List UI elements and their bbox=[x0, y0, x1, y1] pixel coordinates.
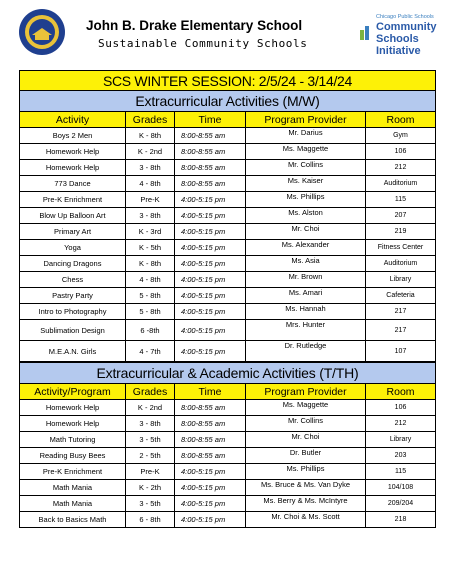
table-row bbox=[20, 144, 436, 160]
time-cell: 8:00-8:55 am bbox=[175, 144, 246, 160]
room-cell: 207 bbox=[366, 208, 436, 224]
grades-cell: 5 - 8th bbox=[126, 304, 175, 320]
provider-cell: Ms. Hannah bbox=[246, 304, 366, 320]
grades-cell: 3 - 8th bbox=[126, 160, 175, 176]
table-row bbox=[20, 240, 436, 256]
table-row bbox=[20, 416, 436, 432]
column-header: Time bbox=[175, 112, 246, 128]
table-row bbox=[20, 400, 436, 416]
table-row bbox=[20, 448, 436, 464]
time-cell: 4:00-5:15 pm bbox=[175, 272, 246, 288]
time-cell: 8:00-8:55 am bbox=[175, 128, 246, 144]
activity-cell: Sublimation Design bbox=[20, 320, 126, 341]
time-cell: 4:00-5:15 pm bbox=[175, 464, 246, 480]
time-cell: 8:00-8:55 am bbox=[175, 448, 246, 464]
time-cell: 8:00-8:55 am bbox=[175, 416, 246, 432]
time-cell: 4:00-5:15 pm bbox=[175, 480, 246, 496]
room-cell: Library bbox=[366, 432, 436, 448]
room-cell: 217 bbox=[366, 304, 436, 320]
time-cell: 4:00-5:15 pm bbox=[175, 224, 246, 240]
provider-cell: Ms. Berry & Ms. McIntyre bbox=[246, 496, 366, 512]
activity-cell: Homework Help bbox=[20, 400, 126, 416]
provider-cell: Mr. Collins bbox=[246, 160, 366, 176]
activity-cell: Pastry Party bbox=[20, 288, 126, 304]
grades-cell: 4 - 8th bbox=[126, 272, 175, 288]
table-row bbox=[20, 496, 436, 512]
logo-line-3: Initiative bbox=[376, 45, 421, 57]
provider-cell: Mr. Darius bbox=[246, 128, 366, 144]
table-row bbox=[20, 288, 436, 304]
room-cell: Auditorium bbox=[366, 176, 436, 192]
provider-cell: Ms. Maggette bbox=[246, 400, 366, 416]
grades-cell: 6 -8th bbox=[126, 320, 175, 341]
column-header: Grades bbox=[126, 112, 175, 128]
grades-cell: K - 8th bbox=[126, 256, 175, 272]
provider-cell: Ms. Kaiser bbox=[246, 176, 366, 192]
activity-cell: Homework Help bbox=[20, 160, 126, 176]
community-schools-initiative-logo bbox=[358, 14, 440, 60]
provider-cell: Ms. Bruce & Ms. Van Dyke bbox=[246, 480, 366, 496]
room-cell: Auditorium bbox=[366, 256, 436, 272]
column-header: Grades bbox=[126, 384, 175, 400]
activity-cell: Primary Art bbox=[20, 224, 126, 240]
activity-cell: Math Tutoring bbox=[20, 432, 126, 448]
activity-cell: Intro to Photography bbox=[20, 304, 126, 320]
provider-cell: Ms. Maggette bbox=[246, 144, 366, 160]
time-cell: 4:00-5:15 pm bbox=[175, 208, 246, 224]
room-cell: 217 bbox=[366, 320, 436, 341]
column-header: Time bbox=[175, 384, 246, 400]
grades-cell: 4 - 7th bbox=[126, 341, 175, 362]
time-cell: 4:00-5:15 pm bbox=[175, 304, 246, 320]
activity-cell: Pre-K Enrichment bbox=[20, 192, 126, 208]
room-cell: 203 bbox=[366, 448, 436, 464]
column-header: Program Provider bbox=[246, 112, 366, 128]
time-cell: 8:00-8:55 am bbox=[175, 400, 246, 416]
table-row bbox=[20, 480, 436, 496]
column-header: Program Provider bbox=[246, 384, 366, 400]
room-cell: 212 bbox=[366, 416, 436, 432]
table-row bbox=[20, 208, 436, 224]
room-cell: Gym bbox=[366, 128, 436, 144]
column-header: Room bbox=[366, 112, 436, 128]
provider-cell: Dr. Rutledge bbox=[246, 341, 366, 362]
table-row bbox=[20, 160, 436, 176]
room-cell: 106 bbox=[366, 400, 436, 416]
activity-cell: Homework Help bbox=[20, 416, 126, 432]
activity-cell: Dancing Dragons bbox=[20, 256, 126, 272]
time-cell: 8:00-8:55 am bbox=[175, 160, 246, 176]
room-cell: 106 bbox=[366, 144, 436, 160]
activity-cell: Math Mania bbox=[20, 480, 126, 496]
activity-cell: Yoga bbox=[20, 240, 126, 256]
table-row bbox=[20, 224, 436, 240]
room-cell: 104/108 bbox=[366, 480, 436, 496]
room-cell: 219 bbox=[366, 224, 436, 240]
provider-cell: Ms. Phillips bbox=[246, 464, 366, 480]
time-cell: 4:00-5:15 pm bbox=[175, 240, 246, 256]
time-cell: 4:00-5:15 pm bbox=[175, 256, 246, 272]
room-cell: Cafeteria bbox=[366, 288, 436, 304]
activity-cell: Reading Busy Bees bbox=[20, 448, 126, 464]
provider-cell: Ms. Amari bbox=[246, 288, 366, 304]
activity-cell: 773 Dance bbox=[20, 176, 126, 192]
provider-cell: Mr. Brown bbox=[246, 272, 366, 288]
logo-line-1: Community bbox=[376, 21, 437, 33]
provider-cell: Ms. Alston bbox=[246, 208, 366, 224]
provider-cell: Mr. Choi bbox=[246, 224, 366, 240]
time-cell: 4:00-5:15 pm bbox=[175, 496, 246, 512]
grades-cell: K - 2nd bbox=[126, 400, 175, 416]
provider-cell: Ms. Asia bbox=[246, 256, 366, 272]
table-row bbox=[20, 341, 436, 362]
table-row bbox=[20, 272, 436, 288]
grades-cell: 3 - 8th bbox=[126, 208, 175, 224]
table-row bbox=[20, 320, 436, 341]
grades-cell: Pre-K bbox=[126, 464, 175, 480]
provider-cell: Dr. Butler bbox=[246, 448, 366, 464]
time-cell: 8:00-8:55 am bbox=[175, 176, 246, 192]
time-cell: 8:00-8:55 am bbox=[175, 432, 246, 448]
room-cell: 209/204 bbox=[366, 496, 436, 512]
time-cell: 4:00-5:15 pm bbox=[175, 192, 246, 208]
section-title-mw: Extracurricular Activities (M/W) bbox=[20, 91, 436, 112]
table-row bbox=[20, 464, 436, 480]
column-header: Activity bbox=[20, 112, 126, 128]
activity-cell: Back to Basics Math bbox=[20, 512, 126, 528]
activity-cell: Blow Up Balloon Art bbox=[20, 208, 126, 224]
time-cell: 4:00-5:15 pm bbox=[175, 320, 246, 341]
grades-cell: 3 - 5th bbox=[126, 432, 175, 448]
school-seal-logo bbox=[18, 8, 66, 56]
logo-org-name: Chicago Public Schools bbox=[376, 14, 434, 20]
table-row bbox=[20, 304, 436, 320]
grades-cell: 2 - 5th bbox=[126, 448, 175, 464]
grades-cell: Pre-K bbox=[126, 192, 175, 208]
activity-cell: Homework Help bbox=[20, 144, 126, 160]
program-name: Sustainable Community Schools bbox=[98, 37, 308, 50]
activity-cell: Boys 2 Men bbox=[20, 128, 126, 144]
grades-cell: 3 - 8th bbox=[126, 416, 175, 432]
table-row bbox=[20, 128, 436, 144]
grades-cell: 3 - 5th bbox=[126, 496, 175, 512]
time-cell: 4:00-5:15 pm bbox=[175, 341, 246, 362]
table-row bbox=[20, 256, 436, 272]
room-cell: 115 bbox=[366, 192, 436, 208]
grades-cell: K - 5th bbox=[126, 240, 175, 256]
table-row bbox=[20, 176, 436, 192]
grades-cell: 5 - 8th bbox=[126, 288, 175, 304]
grades-cell: K - 2th bbox=[126, 480, 175, 496]
table-row bbox=[20, 192, 436, 208]
room-cell: 107 bbox=[366, 341, 436, 362]
school-name: John B. Drake Elementary School bbox=[86, 18, 303, 33]
table-row bbox=[20, 432, 436, 448]
grades-cell: 4 - 8th bbox=[126, 176, 175, 192]
column-header: Room bbox=[366, 384, 436, 400]
column-header: Activity/Program bbox=[20, 384, 126, 400]
room-cell: Fitness Center bbox=[366, 240, 436, 256]
logo-line-2: Schools bbox=[376, 33, 419, 45]
grades-cell: K - 8th bbox=[126, 128, 175, 144]
grades-cell: 6 - 8th bbox=[126, 512, 175, 528]
provider-cell: Mrs. Hunter bbox=[246, 320, 366, 341]
room-cell: 218 bbox=[366, 512, 436, 528]
provider-cell: Mr. Choi & Ms. Scott bbox=[246, 512, 366, 528]
provider-cell: Mr. Choi bbox=[246, 432, 366, 448]
provider-cell: Ms. Alexander bbox=[246, 240, 366, 256]
grades-cell: K - 2nd bbox=[126, 144, 175, 160]
tth-activities-table bbox=[19, 362, 436, 528]
time-cell: 4:00-5:15 pm bbox=[175, 512, 246, 528]
grades-cell: K - 3rd bbox=[126, 224, 175, 240]
section-title-tth: Extracurricular & Academic Activities (T/TH) bbox=[20, 363, 436, 384]
logo-bars-icon bbox=[360, 22, 370, 40]
room-cell: 115 bbox=[366, 464, 436, 480]
provider-cell: Ms. Phillips bbox=[246, 192, 366, 208]
room-cell: 212 bbox=[366, 160, 436, 176]
provider-cell: Mr. Collins bbox=[246, 416, 366, 432]
room-cell: Library bbox=[366, 272, 436, 288]
time-cell: 4:00-5:15 pm bbox=[175, 288, 246, 304]
table-row bbox=[20, 512, 436, 528]
session-title: SCS WINTER SESSION: 2/5/24 - 3/14/24 bbox=[20, 71, 436, 91]
activity-cell: Math Mania bbox=[20, 496, 126, 512]
activity-cell: M.E.A.N. Girls bbox=[20, 341, 126, 362]
activity-cell: Pre-K Enrichment bbox=[20, 464, 126, 480]
mw-activities-table bbox=[19, 70, 436, 362]
activity-cell: Chess bbox=[20, 272, 126, 288]
